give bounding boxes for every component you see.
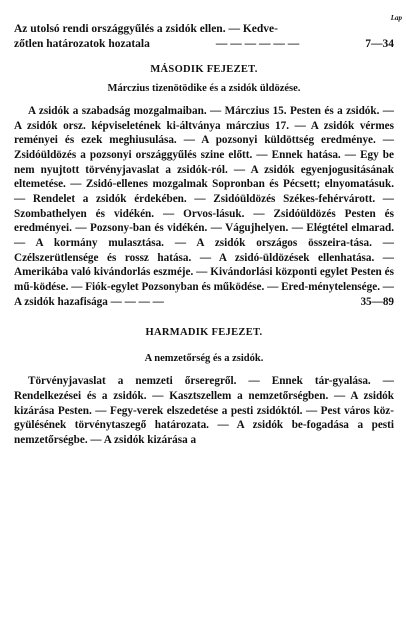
chapter-2-title: MÁSODIK FEJEZET. (150, 64, 258, 75)
intro-entry-leader: — — — — — — (215, 37, 300, 50)
intro-entry-text: zőtlen határozatok hozatala (14, 37, 150, 50)
document-page (14, 6, 402, 447)
chapter-2-subtitle: Márczius tizenötödike és a zsidók üldözése. (107, 83, 301, 94)
chapter-3-title: HARMADIK FEJEZET. (145, 327, 263, 339)
chapter-2-summary-text: A zsidók a szabadság mozgalmaiban. — Márczius 15. Pesten és a zsidók. — A zsidók orsz. képviseletének ki-áltványa márczius 17. — A zsidók vérmes reményei és ezek meghiusulása. — A pozsonyi küldöttség eredménye. — Zsidóüldözés a pozsonyi országgyűlés szine előtt. — Ennek hatása. — Egy be nem nyujtott törvényjavaslat a zsidók-ról. — A zsidók egyenjogusitásának eltemetése. — Zsidó-ellenes mozgalmak Sopronban és Pécsett; elnyomatásuk. — Rendelet a zsidók érdekében. — Zsidóüldözés Székes-fehérvárott. — Szombathelyen és vidékén. — Orvos-lásuk. — Zsidóüldözés Pesten és eredményei. — Pozsony-ban és vidékén. — Vágujhelyen. — Elégtétel elmarad. — A kormány mulasztása. — A zsidók országos összeira-tása. — Czélszerütlensége és rossz hatása. — A zsidó-üldözések ellenhatása. — Amerikába való kivándorlás eszméje. — Kivándorlási központi egylet Pesten és mű-ködése. — Fiók-egylet Pozsonyban és működése. — Ered-ménytelensége. — A zsidók hazafisága — — — — (14, 105, 394, 308)
page-column-label: Lap (390, 14, 402, 22)
chapter-2-summary (14, 104, 394, 309)
chapter-3-subtitle: A nemzetőrség és a zsidók. (144, 353, 264, 365)
intro-entry-line1: Az utolsó rendi országgyűlés a zsidók ellen. — Kedve- (14, 23, 278, 35)
intro-entry-pages: 7—34 (365, 37, 394, 50)
chapter-2-pages: 35—89 (360, 295, 394, 308)
intro-entry-line2 (14, 37, 394, 52)
intro-toc-entry (14, 22, 394, 51)
chapter-3-summary: Törvényjavaslat a nemzeti őrseregről. — Ennek tár-gyalása. — Rendelkezései és a zsidók. — Kasztszellem a nemzetőrségben. — A zsidók kizárása Pesten. — Fegy-verek elszedetése a pesti zsidóktól. — Pest város köz-gyülésének törvénytaszegő határozata. — A zsidók be-fogadása a pesti nemzetőrségbe. — A zsidók kizárása a (14, 375, 394, 446)
